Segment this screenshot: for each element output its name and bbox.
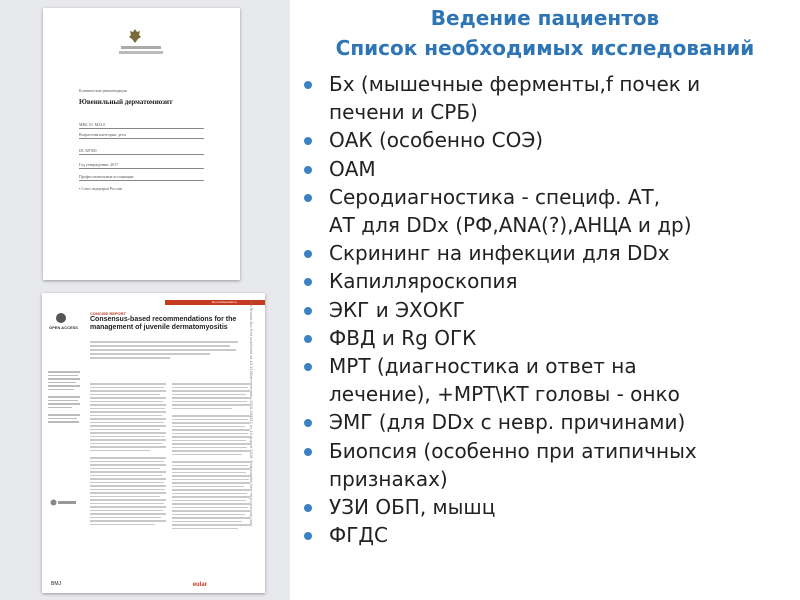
doc1-approved: Год утверждения: 2017 xyxy=(79,162,119,167)
bullet-icon xyxy=(304,532,312,540)
list-item-text: ФВД и Rg ОГК xyxy=(329,325,477,350)
list-item-text: ФГДС xyxy=(329,523,389,548)
list-item-text: МРТ (диагностика и ответ на xyxy=(329,354,637,379)
list-item-text: признаках) xyxy=(329,466,448,491)
bullet-icon xyxy=(304,250,312,258)
coat-of-arms-icon xyxy=(127,28,143,44)
bullet-icon xyxy=(304,363,312,371)
list-item-text: УЗИ ОБП, мышц xyxy=(329,495,496,520)
bullet-icon xyxy=(304,448,312,456)
bullet-icon xyxy=(304,81,312,89)
list-item xyxy=(302,352,792,408)
divider xyxy=(79,138,204,139)
list-item-text: Серодиагностика - специф. АТ, xyxy=(329,184,661,209)
list-item-text: ОАМ xyxy=(329,156,376,181)
doc1-label: Клинические рекомендации xyxy=(79,88,127,93)
author-block xyxy=(90,341,240,361)
bullet-icon xyxy=(304,194,312,202)
list-item xyxy=(302,493,792,521)
doc1-title: Ювенильный дерматомиозит xyxy=(79,98,173,106)
list-item xyxy=(302,408,792,436)
open-access-label: OPEN ACCESS xyxy=(49,325,78,330)
list-item-text: лечение), +МРТ\КТ головы - онко xyxy=(329,382,680,407)
list-item xyxy=(302,437,792,493)
slide-title: Ведение пациентов xyxy=(430,6,660,30)
guideline-document-thumbnail xyxy=(43,8,240,280)
list-item xyxy=(302,126,792,154)
rotated-margin-text: Ann Rheum Dis: first published as 10.1136/annrheumdis-2016-209247 on 13 August 2016. Downloaded from http://ard.bmj.com/ xyxy=(249,300,253,527)
list-item-text: ЭМГ (для DDx с невр. причинами) xyxy=(329,410,686,435)
list-item xyxy=(302,183,792,239)
list-item xyxy=(302,324,792,352)
list-item-text: Капилляроскопия xyxy=(329,269,518,294)
divider xyxy=(79,168,204,169)
examinations-list xyxy=(302,70,792,549)
bullet-icon xyxy=(304,335,312,343)
paper-document-thumbnail xyxy=(42,293,265,593)
list-item xyxy=(302,521,792,549)
bullet-icon xyxy=(304,504,312,512)
publisher-logo: BMJ xyxy=(51,581,61,587)
journal-header-label: Recommendation xyxy=(212,300,237,304)
emblem-caption xyxy=(121,46,161,49)
emblem-caption-2 xyxy=(119,51,163,54)
divider xyxy=(79,128,204,129)
paper-title: Consensus-based recommendations for the management of juvenile dermatomyositis xyxy=(90,316,237,331)
list-item-text: Скрининг на инфекции для DDx xyxy=(329,241,670,266)
doc1-id: ID: KP300 xyxy=(79,148,97,153)
body-column xyxy=(172,383,250,531)
sidebar-notes xyxy=(48,371,82,425)
doc1-org: • Союз педиатров России xyxy=(79,186,123,191)
doc1-mkb: МКБ 10: M33.0 xyxy=(79,122,106,127)
article-type-label: CONCISE REPORT xyxy=(90,311,127,316)
doc1-age: Возрастная категория: дети xyxy=(79,132,126,137)
list-item-text: Биопсия (особенно при атипичных xyxy=(329,438,697,463)
divider xyxy=(79,154,204,155)
eular-logo: eular xyxy=(192,582,207,588)
open-access-logo-icon xyxy=(56,313,66,323)
list-item xyxy=(302,239,792,267)
list-item xyxy=(302,267,792,295)
list-item xyxy=(302,155,792,183)
list-item xyxy=(302,70,792,126)
slide-content xyxy=(290,0,800,600)
list-item-text: ОАК (особенно СОЭ) xyxy=(329,128,544,153)
left-panel xyxy=(0,0,290,600)
bullet-icon xyxy=(304,137,312,145)
abstract-column xyxy=(90,383,168,527)
bullet-icon xyxy=(304,278,312,286)
bullet-icon xyxy=(304,166,312,174)
list-item-text: АТ для DDx (РФ,ANA(?),АНЦА и др) xyxy=(329,213,692,238)
crossmark-icon xyxy=(50,499,78,506)
divider xyxy=(79,180,204,181)
list-item-text: печени и СРБ) xyxy=(329,100,478,125)
doc1-association: Профессиональные ассоциации: xyxy=(79,174,135,179)
slide-subtitle: Список необходимых исследований xyxy=(335,36,755,60)
bullet-icon xyxy=(304,307,312,315)
list-item-text: ЭКГ и ЭХОКГ xyxy=(329,297,465,322)
list-item-text: Бх (мышечные ферменты,f почек и xyxy=(329,72,701,96)
bullet-icon xyxy=(304,419,312,427)
list-item xyxy=(302,296,792,324)
